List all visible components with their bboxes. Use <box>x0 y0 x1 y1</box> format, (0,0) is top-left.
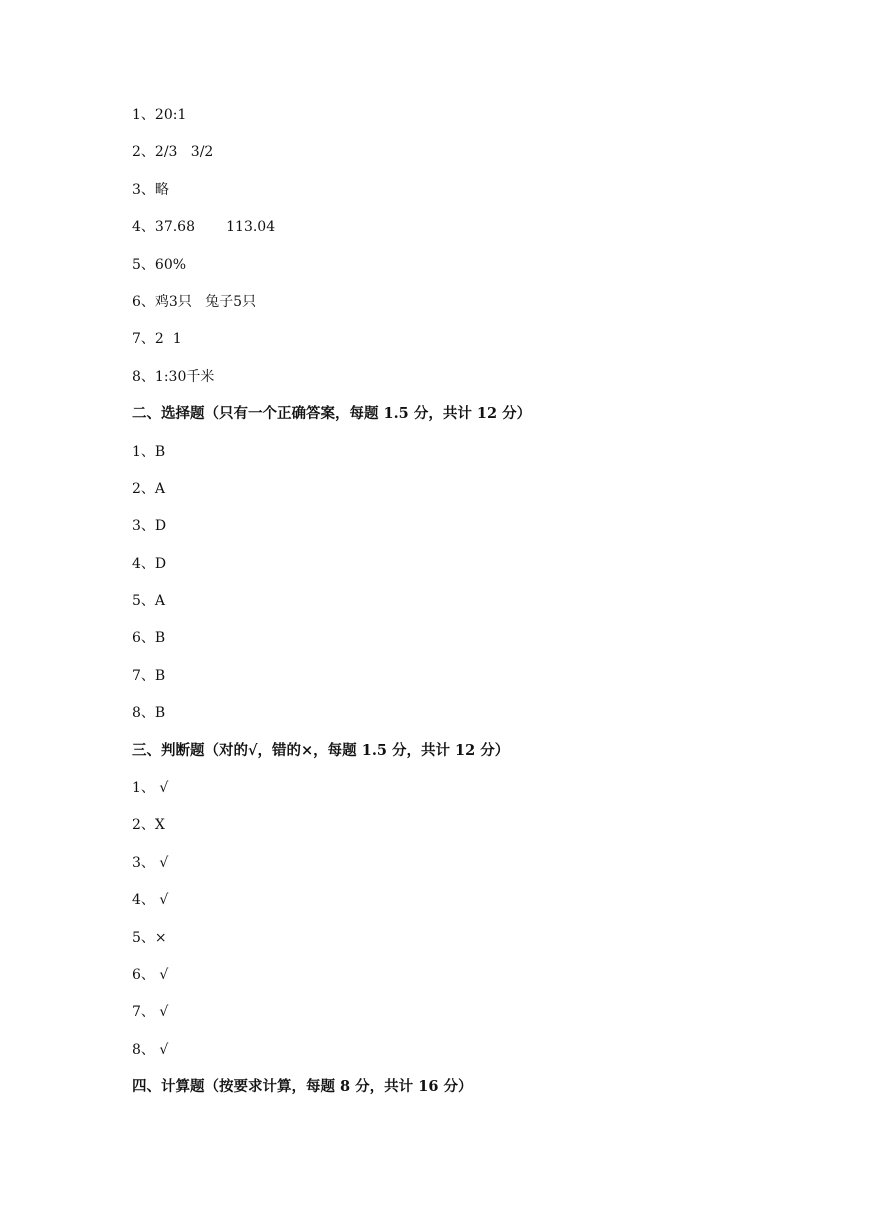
answer-3-4: 4、 √ <box>132 892 169 909</box>
answer-3-3: 3、 √ <box>132 854 169 871</box>
answer-2-7: 7、B <box>132 667 166 684</box>
section-three-heading: 三、判断题（对的√，错的×，每题 1.5 分，共计 12 分） <box>132 741 510 759</box>
answer-3-8: 8、 √ <box>132 1041 169 1058</box>
answer-3-7: 7、 √ <box>132 1004 169 1021</box>
answer-2-8: 8、B <box>132 705 166 722</box>
answer-2-3: 3、D <box>132 518 167 535</box>
answer-1-2: 2、2/3 3/2 <box>132 144 214 161</box>
answer-2-1: 1、B <box>132 443 166 460</box>
answer-2-6: 6、B <box>132 630 166 647</box>
section-two-heading: 二、选择题（只有一个正确答案，每题 1.5 分，共计 12 分） <box>132 405 532 423</box>
answer-3-6: 6、 √ <box>132 966 169 983</box>
answer-2-4: 4、D <box>132 555 167 572</box>
section-four-heading: 四、计算题（按要求计算，每题 8 分，共计 16 分） <box>132 1078 473 1096</box>
answer-1-3: 3、略 <box>132 181 169 198</box>
answer-1-6: 6、鸡3只 兔子5只 <box>132 293 257 310</box>
answer-2-2: 2、A <box>132 480 166 497</box>
answer-2-5: 5、A <box>132 593 166 610</box>
answer-content <box>132 100 812 1110</box>
answer-1-4: 4、37.68 113.04 <box>132 219 276 236</box>
answer-1-7: 7、2 1 <box>132 331 182 348</box>
answer-3-1: 1、 √ <box>132 780 169 797</box>
answer-1-1: 1、20:1 <box>132 107 187 123</box>
answer-3-2: 2、X <box>132 817 165 834</box>
answer-1-5: 5、60% <box>132 256 187 273</box>
answer-3-5: 5、× <box>132 929 167 946</box>
answer-1-8: 8、1:30千米 <box>132 368 215 385</box>
